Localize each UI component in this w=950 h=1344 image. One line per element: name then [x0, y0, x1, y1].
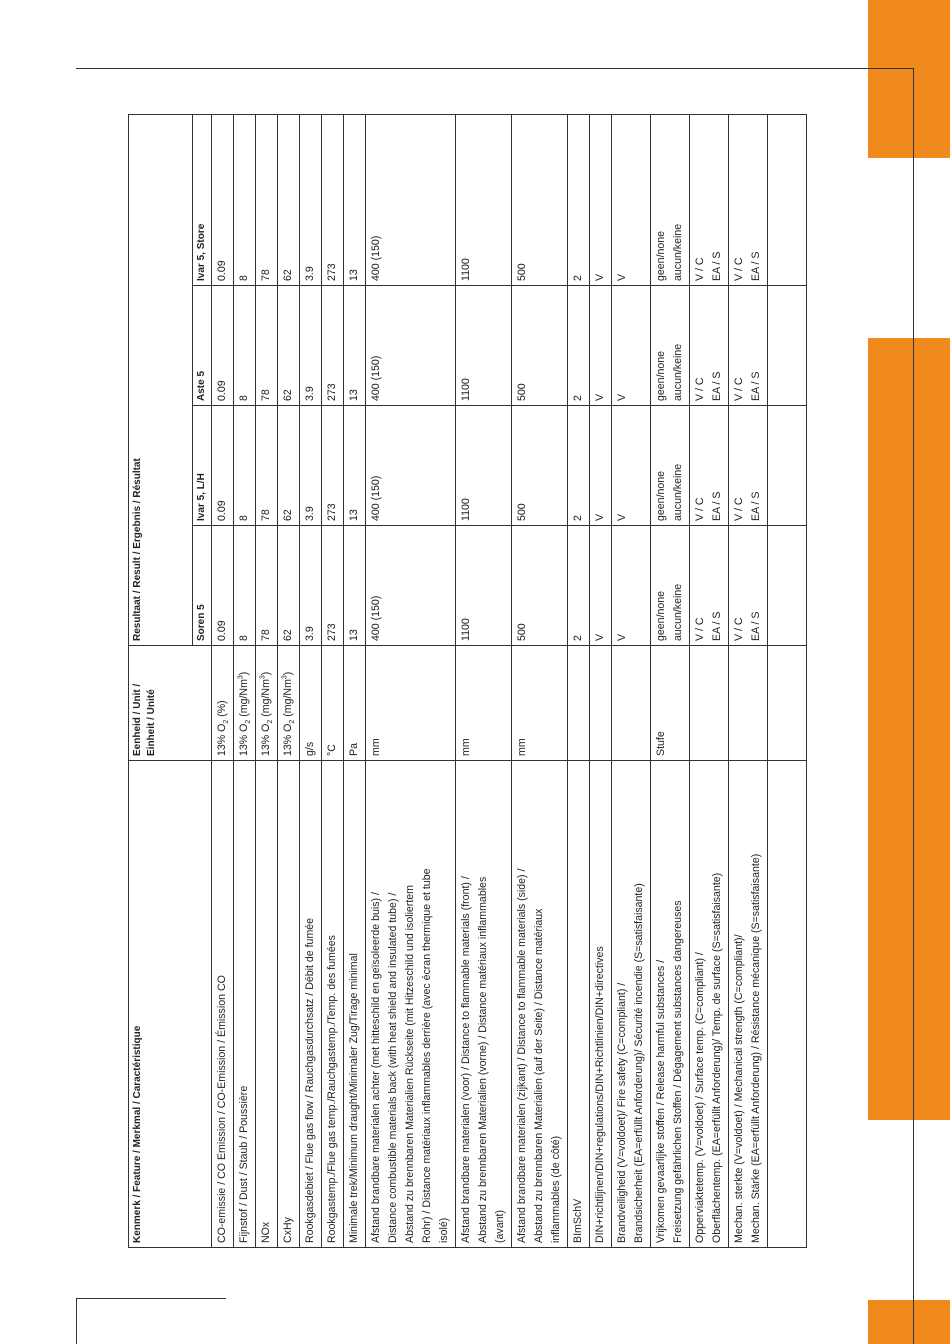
value-cell: V [590, 526, 612, 646]
value-cell: 500 [512, 526, 568, 646]
table-row [568, 114, 590, 1247]
value-cell: V [590, 406, 612, 526]
feature-line: Brandsicherheit (EA=erfüllt Anforderung)/ Sécurité incendie (S=satisfaisante) [633, 883, 645, 1243]
value-line: EA / S [750, 371, 762, 401]
feature-header: Kenmerk / Feature / Merkmal / Caractéristique [129, 761, 212, 1248]
value-line: geen/none [655, 350, 667, 401]
header-rule [76, 68, 914, 69]
value-cell: 78 [256, 526, 278, 646]
specs-table [128, 114, 807, 1248]
value-cell: 3.9 [300, 406, 322, 526]
value-cell: 2 [568, 114, 590, 285]
value-cell: 2 [568, 286, 590, 406]
feature-line: Freisetzung gefährlichen Stoffen / Dégagement substances dangereuses [672, 900, 684, 1243]
value-cell: 273 [322, 526, 344, 646]
value-line: EA / S [711, 611, 723, 641]
value-cell: 13 [344, 406, 366, 526]
feature-line: Rookgasdebiet / Flue gas flow / Rauchgasdurchsatz / Débit de fumée [304, 917, 316, 1243]
empty-cell [768, 406, 807, 526]
value-cell: 8 [234, 526, 256, 646]
value-cell: 62 [278, 114, 300, 285]
value-cell [690, 114, 729, 285]
value-cell: 0.09 [212, 526, 234, 646]
value-cell: 273 [322, 286, 344, 406]
unit-cell [729, 646, 768, 761]
empty-row [768, 114, 807, 1247]
value-cell: V [612, 526, 651, 646]
unit-header: Eenheid / Unit / Einheit / Unité [129, 646, 212, 761]
unit-sub: 2 [245, 719, 253, 724]
empty-cell [768, 646, 807, 761]
empty-cell [768, 286, 807, 406]
value-cell [729, 526, 768, 646]
value-cell: 78 [256, 114, 278, 285]
feature-line: Afstand brandbare materialen (zijkant) / Distance to flammable materials (side) / [516, 868, 528, 1243]
feature-line: Rohr) / Distance matériaux inflammables derrière (avec écran thermique et tube [421, 868, 433, 1243]
unit-cell [256, 646, 278, 761]
value-cell: 1100 [456, 526, 512, 646]
footer-rule-vertical [76, 1298, 77, 1344]
unit-cell [278, 646, 300, 761]
table-row [212, 114, 234, 1247]
value-cell: 3.9 [300, 114, 322, 285]
unit-close: ) [282, 671, 294, 676]
feature-line: Mechan. sterkte (V=voldoet) / Mechanical strength (C=compliant)/ [733, 934, 745, 1243]
unit-cell: mm [366, 646, 456, 761]
feature-cell [512, 761, 568, 1248]
unit-sub: 2 [289, 719, 297, 724]
table-row [344, 114, 366, 1247]
feature-line: Fijnstof / Dust / Staub / Poussière [238, 1085, 250, 1243]
feature-cell [278, 761, 300, 1248]
value-line: V / C [694, 497, 706, 521]
value-line: EA / S [750, 491, 762, 521]
empty-cell [768, 761, 807, 1248]
value-cell [729, 406, 768, 526]
value-cell: V [612, 114, 651, 285]
feature-line: DIN+richtlijnen/DIN+regulations/DIN+Richtlinien/DIN+directives [594, 946, 606, 1243]
unit-cell: Pa [344, 646, 366, 761]
value-line: EA / S [750, 611, 762, 641]
value-cell [651, 114, 690, 285]
value-cell [729, 114, 768, 285]
table-row [590, 114, 612, 1247]
unit-close: ) [238, 671, 250, 676]
feature-cell [256, 761, 278, 1248]
result-header: Resultaat / Result / Ergebnis / Résultat [129, 114, 193, 645]
unit-sup: 3 [259, 675, 267, 680]
value-cell: 62 [278, 286, 300, 406]
feature-cell [568, 761, 590, 1248]
unit-suffix: (mg/Nm [282, 679, 294, 720]
value-cell [690, 526, 729, 646]
value-line: V / C [694, 617, 706, 641]
feature-line: BImSchV [572, 1198, 584, 1243]
table-row [729, 114, 768, 1247]
value-cell [651, 526, 690, 646]
feature-cell [300, 761, 322, 1248]
unit-cell [568, 646, 590, 761]
value-line: EA / S [711, 491, 723, 521]
feature-cell [344, 761, 366, 1248]
feature-cell [651, 761, 690, 1248]
empty-cell [768, 114, 807, 285]
table-row [256, 114, 278, 1247]
value-cell: 8 [234, 286, 256, 406]
feature-cell [322, 761, 344, 1248]
table-row [322, 114, 344, 1247]
unit-prefix: 13% O [282, 723, 294, 756]
value-line: aucun/keine [672, 343, 684, 401]
table-row [456, 114, 512, 1247]
value-cell: 3.9 [300, 526, 322, 646]
unit-cell [612, 646, 651, 761]
value-cell: 500 [512, 286, 568, 406]
value-cell [690, 286, 729, 406]
value-cell: 8 [234, 406, 256, 526]
value-line: aucun/keine [672, 463, 684, 521]
table-header-row [129, 114, 193, 1247]
feature-line: inflammables (de côté) [550, 1135, 562, 1243]
table-row [300, 114, 322, 1247]
table-row [512, 114, 568, 1247]
unit-sub: 2 [267, 719, 275, 724]
feature-line: Afstand brandbare materialen (voor) / Distance to flammable materials (front) / [460, 876, 472, 1243]
value-cell: 3.9 [300, 286, 322, 406]
feature-line: CxHy [282, 1217, 294, 1243]
value-cell: 400 (150) [366, 286, 456, 406]
unit-cell: mm [456, 646, 512, 761]
value-cell [690, 406, 729, 526]
value-line: geen/none [655, 230, 667, 281]
unit-prefix: 13% O [260, 723, 272, 756]
model-header: Soren 5 [193, 526, 212, 646]
feature-line: Mechan. Stärke (EA=erfüllt Anforderung) / Résistance mécanique (S=satisfaisante) [750, 853, 762, 1243]
model-header: Ivar 5, Store [193, 114, 212, 285]
feature-cell [212, 761, 234, 1248]
value-cell: 500 [512, 114, 568, 285]
value-line: EA / S [711, 251, 723, 281]
rotated-table-container [128, 115, 892, 1248]
value-cell: 0.09 [212, 286, 234, 406]
value-cell: 0.09 [212, 114, 234, 285]
value-cell: 62 [278, 526, 300, 646]
value-cell: 400 (150) [366, 114, 456, 285]
table-row [651, 114, 690, 1247]
value-cell: 13 [344, 286, 366, 406]
value-cell: 2 [568, 406, 590, 526]
table-row [234, 114, 256, 1247]
feature-line: Distance combustible materials back (with heat shield and insulated tube) / [387, 892, 399, 1243]
value-cell [651, 406, 690, 526]
unit-sup: 3 [237, 675, 245, 680]
value-line: EA / S [711, 371, 723, 401]
unit-suffix: (mg/Nm [260, 679, 272, 720]
value-line: geen/none [655, 470, 667, 521]
feature-cell [590, 761, 612, 1248]
feature-line: Abstand zu brennbaren Materialien Rückseite (mit Hitzeschild und isoliertem [404, 885, 416, 1243]
feature-line: Afstand brandbare materialen achter (met hitteschild en geïsoleerde buis) / [370, 892, 382, 1243]
model-header: Ivar 5, L/H [193, 406, 212, 526]
value-cell: 500 [512, 406, 568, 526]
feature-line: Abstand zu brennbaren Materialien (vorne) / Distance matériaux inflammables [477, 876, 489, 1243]
feature-cell [612, 761, 651, 1248]
unit-cell [590, 646, 612, 761]
value-line: geen/none [655, 590, 667, 641]
unit-cell: g/s [300, 646, 322, 761]
unit-cell [212, 646, 234, 761]
value-line: aucun/keine [672, 583, 684, 641]
model-header: Aste 5 [193, 286, 212, 406]
unit-prefix: 13% O [216, 723, 228, 756]
unit-cell [690, 646, 729, 761]
unit-cell [234, 646, 256, 761]
feature-line: Brandveiligheid (V=voldoet)/ Fire safety (C=compliant) / [616, 982, 628, 1243]
feature-line: Oberflächentemp. (EA=erfüllt Anforderung)/ Temp. de surface (S=satisfaisante) [711, 872, 723, 1243]
value-line: V / C [733, 377, 745, 401]
table-row [690, 114, 729, 1247]
value-cell: V [612, 406, 651, 526]
feature-line: Abstand zu brennbaren Materialien (auf der Seite) / Distance matériaux [533, 908, 545, 1243]
unit-sub: 2 [223, 719, 231, 724]
feature-cell [366, 761, 456, 1248]
unit-close: ) [260, 671, 272, 676]
value-line: V / C [694, 257, 706, 281]
value-line: V / C [733, 257, 745, 281]
table-row [612, 114, 651, 1247]
value-cell: 273 [322, 406, 344, 526]
feature-line: Minimale trek/Minimum draught/Minimaler Zug/Tirage minimal [348, 953, 360, 1243]
value-cell: 13 [344, 526, 366, 646]
value-cell: 2 [568, 526, 590, 646]
feature-line: Opperviaktetemp. (V=voldoet) / Surface temp. (C=compliant) / [694, 952, 706, 1243]
value-cell: V [590, 114, 612, 285]
value-cell: 0.09 [212, 406, 234, 526]
value-cell: V [612, 286, 651, 406]
unit-cell: Stufe [651, 646, 690, 761]
value-line: V / C [733, 497, 745, 521]
empty-cell [768, 526, 807, 646]
unit-suffix: (%) [216, 700, 228, 720]
feature-line: Rookgastemp./Flue gas temp./Rauchgastemp./Temp. des fumées [326, 935, 338, 1243]
value-cell: 1100 [456, 406, 512, 526]
feature-cell [234, 761, 256, 1248]
unit-cell: °C [322, 646, 344, 761]
value-cell: 1100 [456, 114, 512, 285]
table-row [278, 114, 300, 1247]
value-cell [729, 286, 768, 406]
feature-line: CO-emissie / CO Emission / CO-Emission / Émission CO [216, 975, 228, 1243]
value-cell: V [590, 286, 612, 406]
value-cell: 400 (150) [366, 526, 456, 646]
unit-sup: 3 [281, 675, 289, 680]
unit-prefix: 13% O [238, 723, 250, 756]
orange-tab-bottom [868, 1300, 950, 1344]
feature-line: NOx [260, 1221, 272, 1243]
margin-rule [913, 68, 914, 1344]
feature-line: (avant) [494, 1210, 506, 1243]
value-cell: 78 [256, 286, 278, 406]
value-line: V / C [694, 377, 706, 401]
value-line: EA / S [750, 251, 762, 281]
value-cell: 400 (150) [366, 406, 456, 526]
value-cell: 62 [278, 406, 300, 526]
value-cell: 8 [234, 114, 256, 285]
footer-rule-horizontal [76, 1298, 226, 1299]
value-cell: 13 [344, 114, 366, 285]
value-cell [651, 286, 690, 406]
value-cell: 78 [256, 406, 278, 526]
feature-cell [690, 761, 729, 1248]
value-cell: 1100 [456, 286, 512, 406]
value-line: aucun/keine [672, 223, 684, 281]
feature-cell [729, 761, 768, 1248]
feature-line: Vrijkomen gevaarlijke stoffen / Release harmful substances / [655, 959, 667, 1243]
value-line: V / C [733, 617, 745, 641]
value-cell: 273 [322, 114, 344, 285]
feature-cell [456, 761, 512, 1248]
unit-cell: mm [512, 646, 568, 761]
unit-suffix: (mg/Nm [238, 679, 250, 720]
table-row [366, 114, 456, 1247]
feature-line: isolé) [438, 1217, 450, 1243]
